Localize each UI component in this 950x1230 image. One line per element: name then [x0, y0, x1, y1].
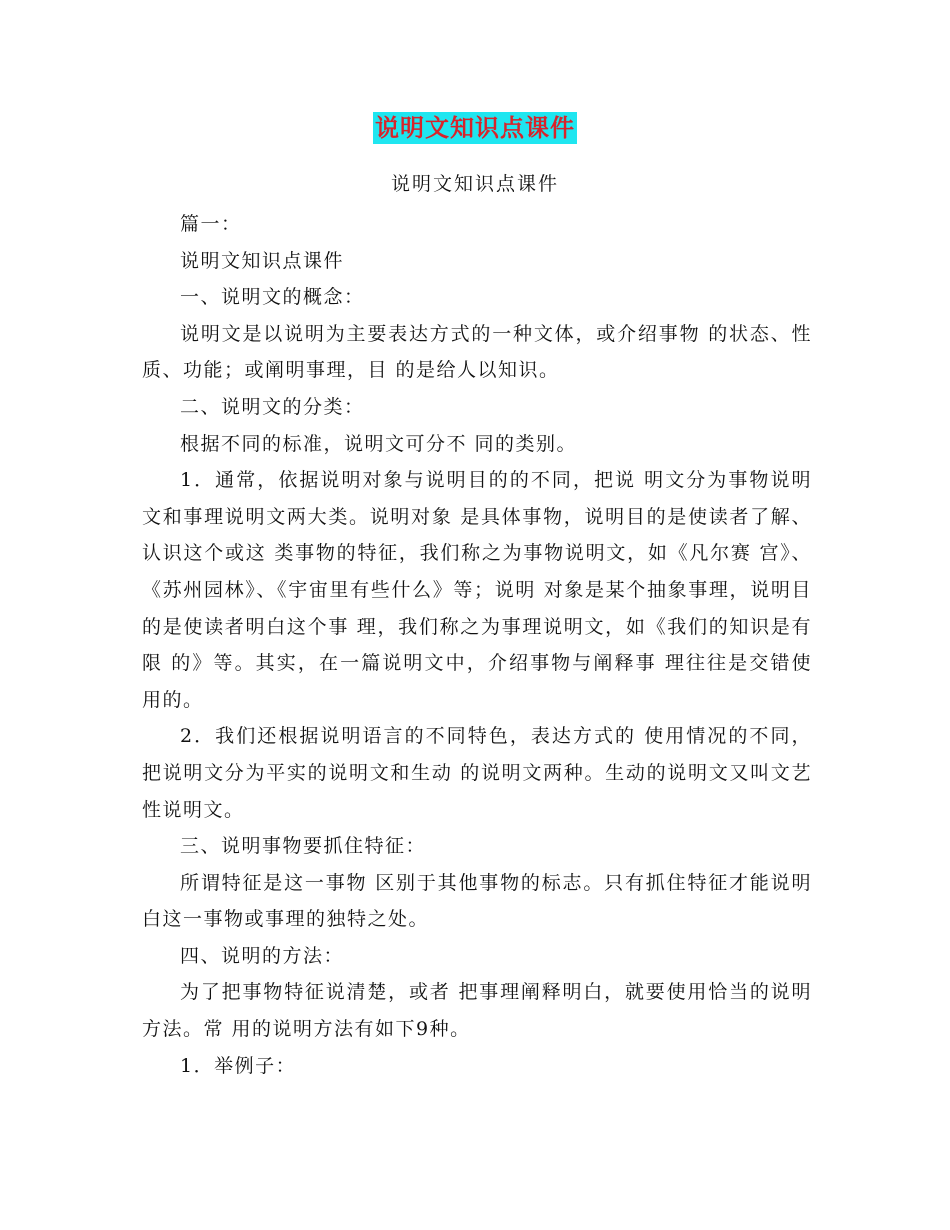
paragraph-concept: 说明文是以说明为主要表达方式的一种文体，或介绍事物 的状态、性质、功能；或阐明事理，目 的是给人以知识。: [142, 322, 812, 382]
heading-methods: 四、说明的方法：: [180, 944, 345, 967]
heading-features: 三、说明事物要抓住特征：: [180, 835, 427, 858]
document-title: 说明文知识点课件: [375, 114, 575, 142]
heading-example-method: 1．举例子：: [180, 1054, 297, 1077]
paragraph-features: 所谓特征是这一事物 区别于其他事物的标志。只有抓住特征才能说明 白这一事物或事理的独特之处。: [142, 871, 812, 931]
paragraph-course-title: 说明文知识点课件: [180, 249, 345, 272]
document-body: [142, 206, 812, 1084]
paragraph-classification-intro: 根据不同的标准，说明文可分不 同的类别。: [180, 432, 578, 455]
paragraph-chapter-label: 篇一：: [180, 213, 242, 235]
title-wrap: [0, 112, 950, 144]
paragraph-classification-1: 1．通常，依据说明对象与说明目的的不同，把说 明文分为事物说明文和事理说明文两大类。说明对象 是具体事物，说明目的是使读者了解、认识这个或这 类事物的特征，我们称之为事物说明文，如《凡尔赛 宫》、《苏州园林》、《宇宙里有些什么》等；说明 对象是某个抽象事理，说明目的是使读者明白这个事 理，我们称之为事理说明文，如《我们的知识是有限 的》等。其实，在一篇说明文中，介绍事物与阐释事 理往往是交错使用的。: [142, 469, 812, 711]
paragraph-classification-2: 2．我们还根据说明语言的不同特色，表达方式的 使用情况的不同，把说明文分为平实的说明文和生动 的说明文两种。生动的说明文又叫文艺性说明文。: [142, 725, 812, 821]
heading-concept: 一、说明文的概念：: [180, 286, 365, 309]
paragraph-methods: 为了把事物特征说清楚，或者 把事理阐释明白，就要使用恰当的说明方法。常 用的说明方法有如下9种。: [142, 981, 812, 1041]
document-subtitle: 说明文知识点课件: [390, 173, 559, 195]
heading-classification: 二、说明文的分类：: [180, 395, 365, 418]
